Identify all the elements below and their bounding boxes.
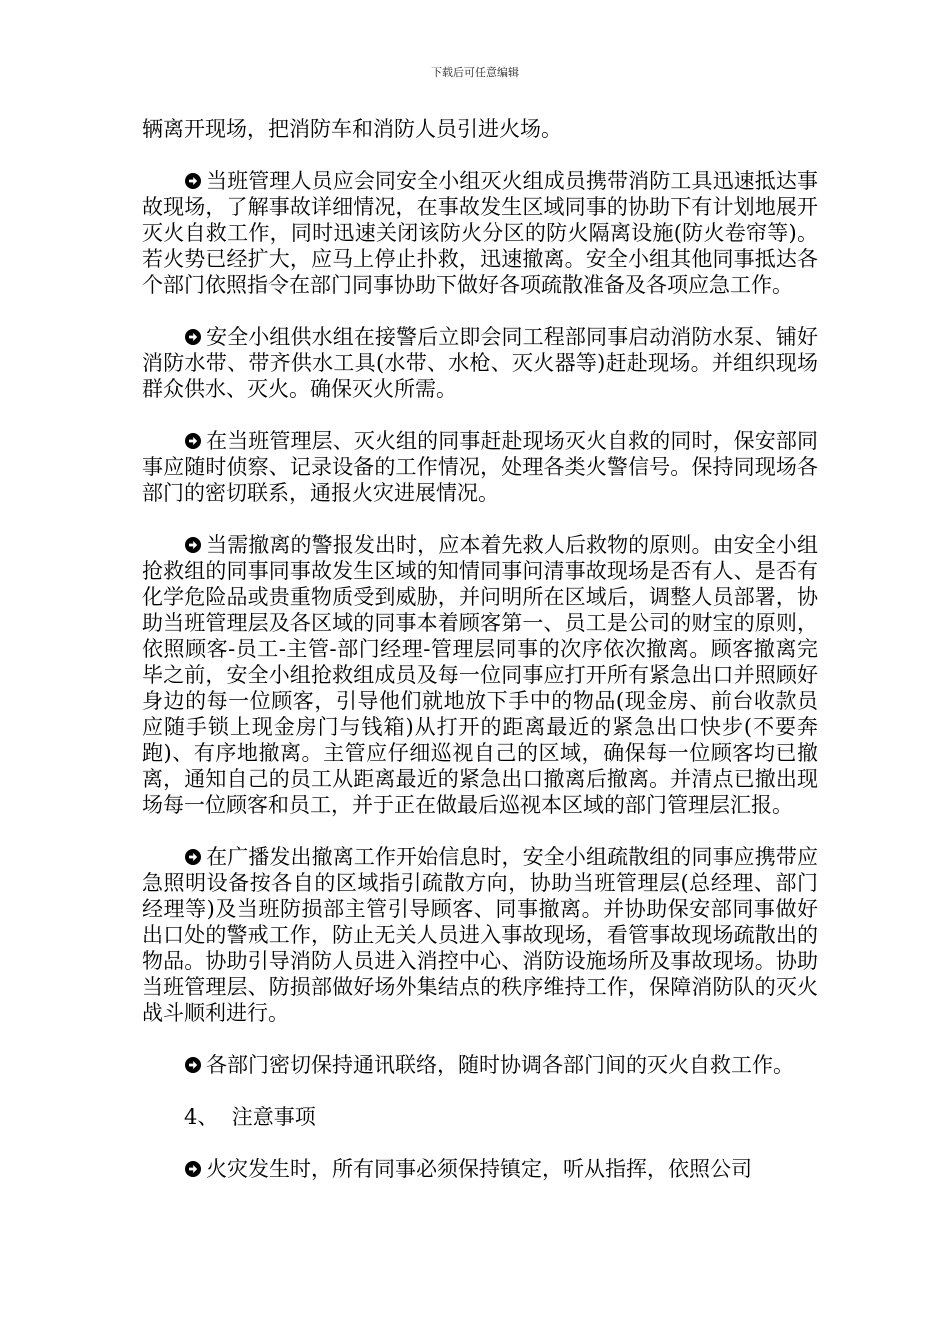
circled-arrow-right-icon [184,536,202,554]
paragraph-bullet [142,1156,818,1182]
page-header: 下载后可任意编辑 [431,66,519,79]
paragraph-text: 安全小组供水组在接警后立即会同工程部同事启动消防水泵、铺好消防水带、带齐供水工具(水带、水枪、灭火器等)赶赴现场。并组织现场群众供水、灭火。确保灭火所需。 [142,325,818,401]
paragraph-continuation [142,116,818,142]
paragraph-text: 当班管理人员应会同安全小组灭火组成员携带消防工具迅速抵达事故现场，了解事故详细情况，在事故发生区域同事的协助下有计划地展开灭火自救工作，同时迅速关闭该防火分区的防火隔离设施(防火卷帘等)。若火势已经扩大，应马上停止扑救，迅速撤离。安全小组其他同事抵达各个部门依照指令在部门同事协助下做好各项疏散准备及各项应急工作。 [142,169,818,297]
circled-arrow-right-icon [184,1056,202,1074]
paragraph-bullet [142,168,818,298]
paragraph-text: 辆离开现场，把消防车和消防人员引进火场。 [142,117,562,141]
paragraph-text: 各部门密切保持通讯联络，随时协调各部门间的灭火自救工作。 [206,1053,794,1077]
paragraph-bullet [142,1052,818,1078]
paragraph-bullet [142,532,818,818]
paragraph-text: 在当班管理层、灭火组的同事赶赴现场灭火自救的同时，保安部同事应随时侦察、记录设备的工作情况，处理各类火警信号。保持同现场各部门的密切联系，通报火灾进展情况。 [142,429,818,505]
paragraph-bullet [142,844,818,1026]
circled-arrow-right-icon [184,172,202,190]
paragraph-bullet [142,324,818,402]
paragraph-text: 在广播发出撤离工作开始信息时，安全小组疏散组的同事应携带应急照明设备按各自的区域指引疏散方向，协助当班管理层(总经理、部门经理等)及当班防损部主管引导顾客、同事撤离。并协助保安部同事做好出口处的警戒工作，防止无关人员进入事故现场，看管事故现场疏散出的物品。协助引导消防人员进入消控中心、消防设施场所及事故现场。协助当班管理层、防损部做好场外集结点的秩序维持工作，保障消防队的灭火战斗顺利进行。 [142,845,818,1025]
section-title: 注意事项 [231,1105,316,1129]
circled-arrow-right-icon [184,432,202,450]
paragraph-text: 当需撤离的警报发出时，应本着先救人后救物的原则。由安全小组抢救组的同事同事故发生区域的知情同事问清事故现场是否有人、是否有化学危险品或贵重物质受到威胁，并问明所在区域后，调整人员部署，协助当班管理层及各区域的同事本着顾客第一、员工是公司的财宝的原则，依照顾客-员工-主管-部门经理-管理层同事的次序依次撤离。顾客撤离完毕之前，安全小组抢救组成员及每一位同事应打开所有紧急出口并照顾好身边的每一位顾客，引导他们就地放下手中的物品(现金房、前台收款员应随手锁上现金房门与钱箱)从打开的距离最近的紧急出口快步(不要奔跑)、有序地撤离。主管应仔细巡视自己的区域，确保每一位顾客均已撤离，通知自己的员工从距离最近的紧急出口撤离后撤离。并清点已撤出现场每一位顾客和员工，并于正在做最后巡视本区域的部门管理层汇报。 [142,533,818,817]
circled-arrow-right-icon [184,328,202,346]
document-body [142,116,818,1208]
circled-arrow-right-icon [184,848,202,866]
circled-arrow-right-icon [184,1160,202,1178]
section-number: 4、 [184,1105,219,1129]
section-heading [142,1104,818,1130]
paragraph-text: 火灾发生时，所有同事必须保持镇定，听从指挥，依照公司 [206,1157,752,1181]
paragraph-bullet [142,428,818,506]
